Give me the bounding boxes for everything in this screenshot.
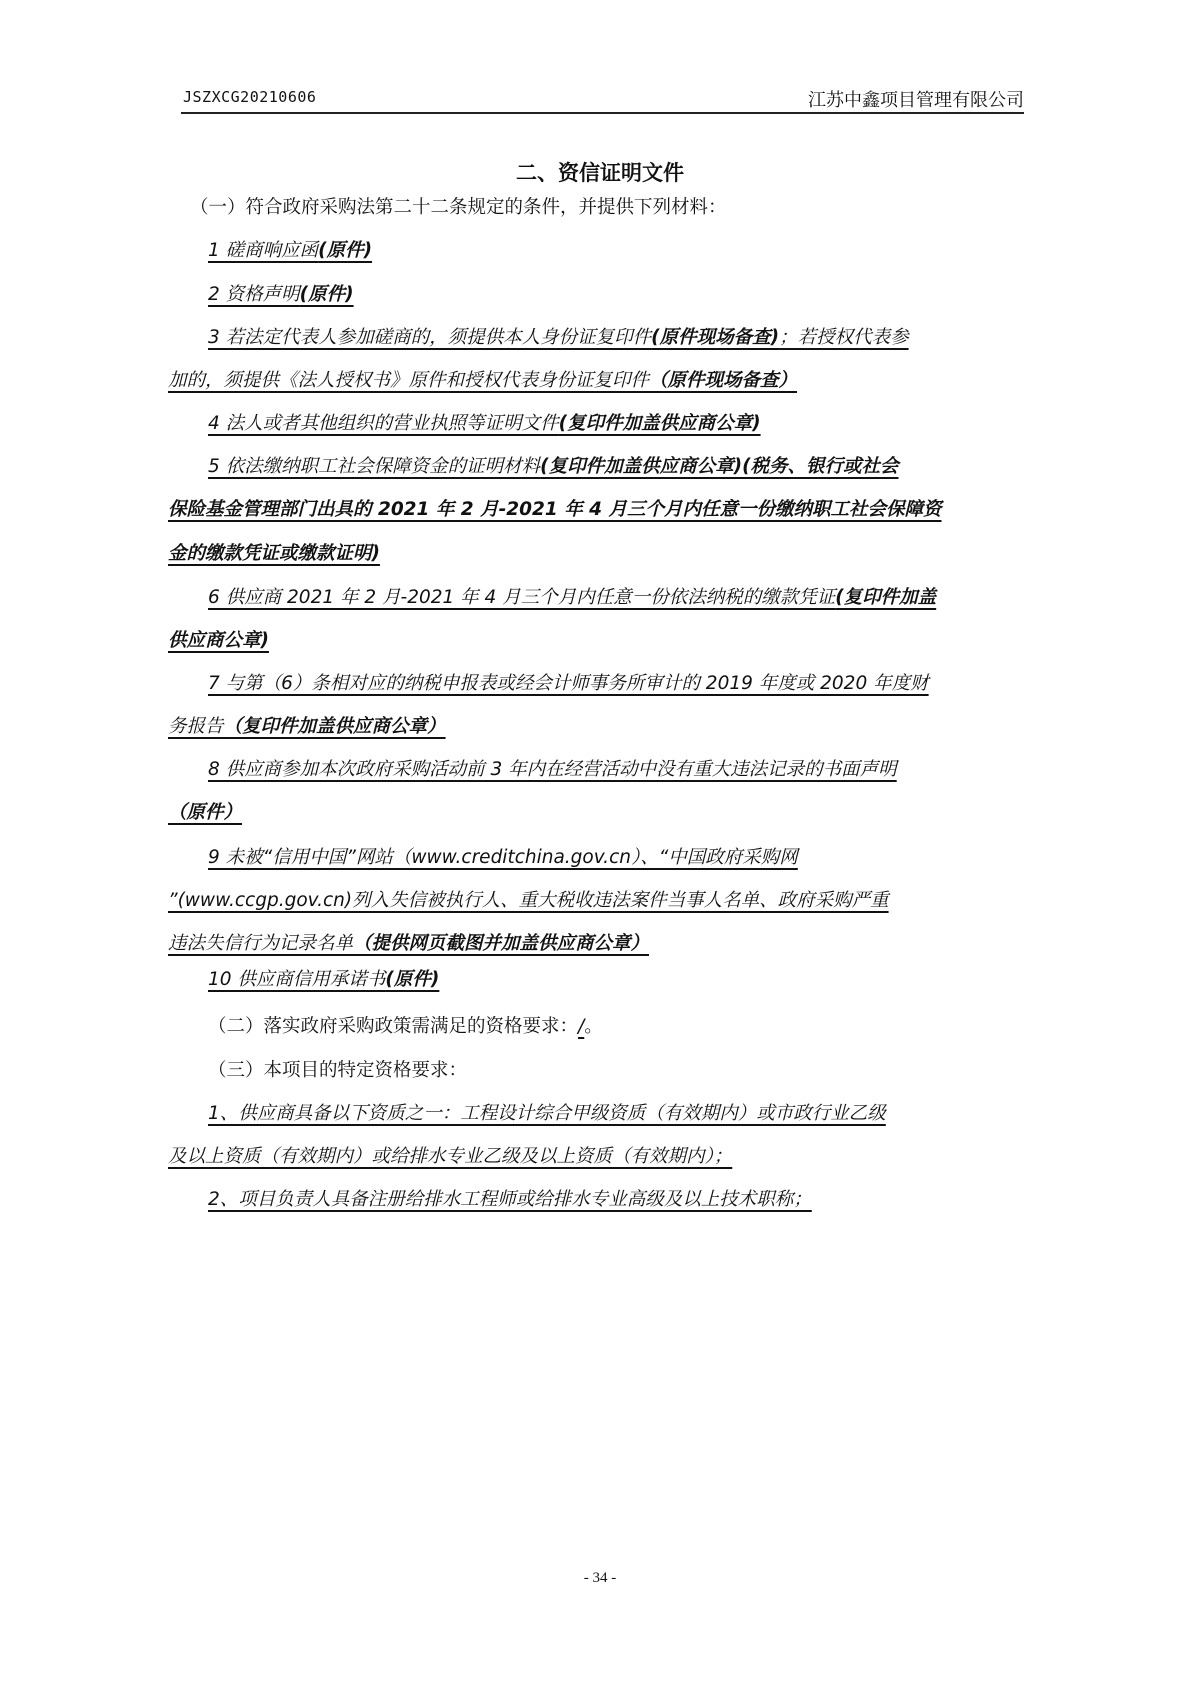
intro-line: （一）符合政府采购法第二十二条规定的条件，并提供下列材料：: [190, 197, 727, 218]
item-2: [208, 280, 354, 306]
item-8-cont: （原件）: [168, 802, 243, 823]
policy-end: 。: [584, 1016, 603, 1037]
item-text: 务报告: [168, 716, 224, 737]
item-9: 9 未被“信用中国”网站（www.creditchina.gov.cn）、“中国政府采购网: [208, 847, 798, 868]
item-note: (复印件加盖供应商公章): [558, 413, 761, 434]
company-name: 江苏中鑫项目管理有限公司: [808, 90, 1024, 111]
item-note: （提供网页截图并加盖供应商公章）: [353, 933, 650, 954]
item-note: (原件): [318, 240, 373, 261]
item-5-cont2: 金的缴款凭证或缴款证明): [168, 543, 380, 564]
item-10: [208, 965, 439, 991]
item-text: 加的，须提供《法人授权书》原件和授权代表身份证复印件: [168, 370, 650, 391]
item-note: (复印件加盖供应商公章)(税务、银行或社会: [540, 456, 899, 477]
item-6: [208, 583, 936, 609]
specific-requirement-heading: （三）本项目的特定资格要求：: [208, 1060, 468, 1081]
specific-item-2: 2、项目负责人具备注册给排水工程师或给排水专业高级及以上技术职称；: [208, 1189, 812, 1210]
item-text: 5 依法缴纳职工社会保障资金的证明材料: [208, 456, 541, 477]
item-note: (原件现场备查): [651, 327, 780, 348]
item-text: 10 供应商信用承诺书: [208, 969, 386, 990]
item-3: [208, 323, 909, 349]
policy-requirement: [208, 1012, 603, 1038]
item-note: (复印件加盖: [835, 587, 937, 608]
item-9-cont2: [168, 929, 649, 955]
header-divider: [181, 112, 1024, 114]
item-4: [208, 409, 761, 435]
policy-text: （二）落实政府采购政策需满足的资格要求：: [208, 1016, 579, 1037]
item-5: [208, 452, 899, 478]
specific-item-1-cont: 及以上资质（有效期内）或给排水专业乙级及以上资质（有效期内）；: [168, 1146, 733, 1167]
item-6-cont: 供应商公章): [168, 630, 269, 651]
item-note: (原件): [385, 969, 440, 990]
item-note: (原件): [299, 284, 354, 305]
item-text: 6 供应商 2021 年 2 月-2021 年 4 月三个月内任意一份依法纳税的缴款凭证: [208, 587, 836, 608]
item-7-cont: [168, 712, 446, 738]
item-text: 3 若法定代表人参加磋商的，须提供本人身份证复印件: [208, 327, 652, 348]
item-1: [208, 236, 372, 262]
item-text: 1 磋商响应函: [208, 240, 319, 261]
item-text: 违法失信行为记录名单: [168, 933, 354, 954]
page-number: - 34 -: [583, 1570, 617, 1586]
item-note: （复印件加盖供应商公章）: [223, 716, 446, 737]
item-text: 4 法人或者其他组织的营业执照等证明文件: [208, 413, 559, 434]
item-text: 2 资格声明: [208, 284, 300, 305]
item-5-cont: 保险基金管理部门出具的 2021 年 2 月-2021 年 4 月三个月内任意一份缴纳职工社会保障资: [168, 499, 942, 520]
section-title: 二、资信证明文件: [516, 161, 684, 185]
item-note: （原件现场备查）: [649, 370, 798, 391]
item-8: 8 供应商参加本次政府采购活动前 3 年内在经营活动中没有重大违法记录的书面声明: [208, 759, 897, 780]
item-9-cont: ”(www.ccgp.gov.cn)列入失信被执行人、重大税收违法案件当事人名单、政府采购严重: [168, 890, 889, 911]
item-text: ；若授权代表参: [779, 327, 909, 348]
policy-value: /: [578, 1016, 585, 1037]
specific-item-1: 1、供应商具备以下资质之一：工程设计综合甲级资质（有效期内）或市政行业乙级: [208, 1103, 886, 1124]
item-3-cont: [168, 366, 797, 392]
item-7: 7 与第（6）条相对应的纳税申报表或经会计师事务所审计的 2019 年度或 2020 年度财: [208, 673, 929, 694]
doc-code: JSZXCG20210606: [183, 88, 317, 106]
